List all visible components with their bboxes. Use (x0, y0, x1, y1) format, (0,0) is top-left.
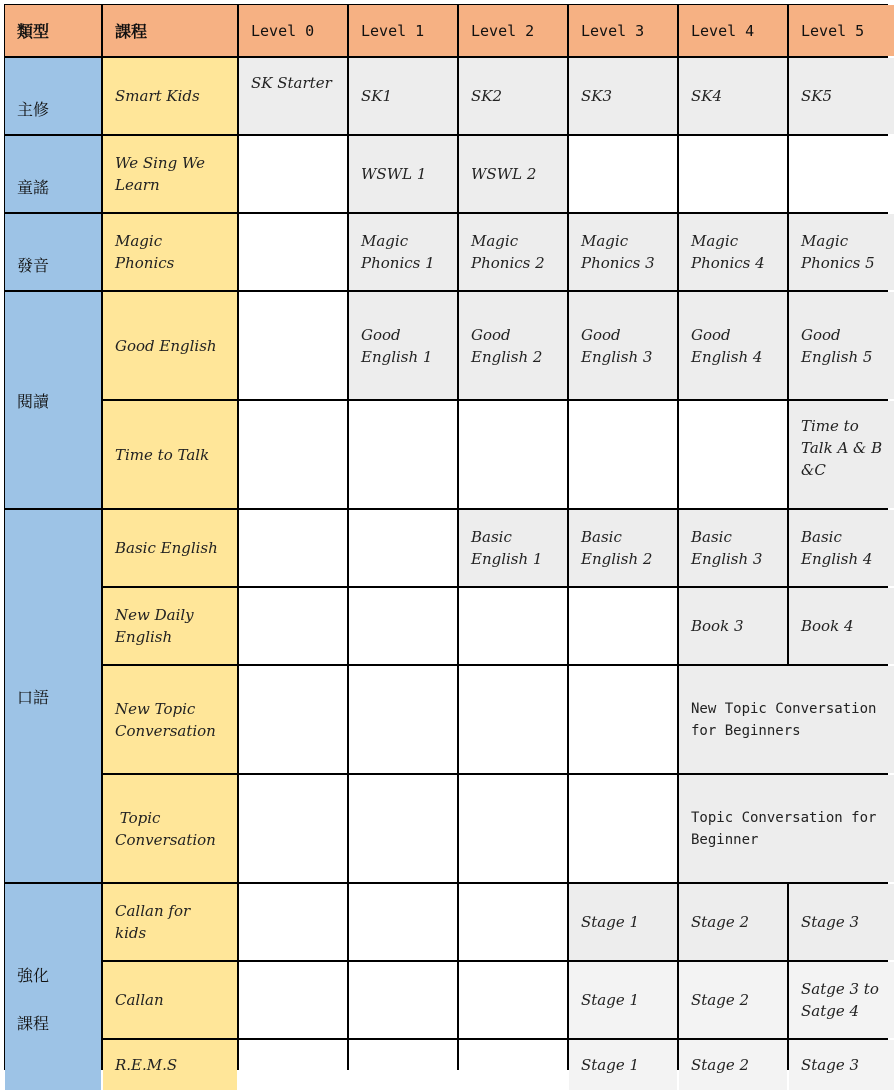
cell-mp-l4: Magic Phonics 4 (679, 214, 787, 290)
cell-sk-l5: SK5 (789, 58, 894, 134)
cell-ge-l1: Good English 1 (349, 292, 457, 399)
empty-cell (349, 510, 457, 586)
empty-cell (459, 1040, 567, 1090)
category-reading: 閱讀 (5, 292, 101, 508)
empty-cell (569, 401, 677, 508)
course-level-table (4, 4, 888, 1074)
category-main: 主修 (5, 58, 101, 134)
category-songs: 童謠 (5, 136, 101, 212)
cell-mp-l2: Magic Phonics 2 (459, 214, 567, 290)
cell-be-l5: Basic English 4 (789, 510, 894, 586)
course-smart-kids: Smart Kids (103, 58, 237, 134)
cell-nde-l5: Book 4 (789, 588, 894, 664)
header-level-2: Level 2 (459, 5, 567, 56)
cell-tc-l4-l5: Topic Conversation for Beginner (679, 775, 894, 882)
cell-ge-l4: Good English 4 (679, 292, 787, 399)
header-type: 類型 (5, 5, 101, 56)
empty-cell (349, 962, 457, 1038)
category-phonics: 發音 (5, 214, 101, 290)
header-course: 課程 (103, 5, 237, 56)
empty-cell (239, 510, 347, 586)
cell-ge-l3: Good English 3 (569, 292, 677, 399)
course-basic-english: Basic English (103, 510, 237, 586)
cell-callan-l4: Stage 2 (679, 962, 787, 1038)
empty-cell (459, 588, 567, 664)
empty-cell (459, 962, 567, 1038)
empty-cell (239, 588, 347, 664)
empty-cell (239, 962, 347, 1038)
cell-mp-l1: Magic Phonics 1 (349, 214, 457, 290)
empty-cell (349, 401, 457, 508)
cell-be-l2: Basic English 1 (459, 510, 567, 586)
cell-ttt-l5: Time to Talk A & B &C (789, 401, 894, 508)
cell-sk-l1: SK1 (349, 58, 457, 134)
category-intensive-line2: 課程 (17, 1014, 50, 1033)
category-speaking: 口語 (5, 510, 101, 882)
course-topic: Topic Conversation (103, 775, 237, 882)
empty-cell (349, 1040, 457, 1090)
empty-cell (349, 666, 457, 773)
header-level-3: Level 3 (569, 5, 677, 56)
header-level-0: Level 0 (239, 5, 347, 56)
empty-cell (569, 136, 677, 212)
cell-ck-l3: Stage 1 (569, 884, 677, 960)
empty-cell (679, 401, 787, 508)
header-level-1: Level 1 (349, 5, 457, 56)
course-good-english: Good English (103, 292, 237, 399)
cell-nde-l4: Book 3 (679, 588, 787, 664)
empty-cell (679, 136, 787, 212)
course-new-daily: New Daily English (103, 588, 237, 664)
course-rems: R.E.M.S (103, 1040, 237, 1090)
header-level-4: Level 4 (679, 5, 787, 56)
cell-mp-l3: Magic Phonics 3 (569, 214, 677, 290)
empty-cell (349, 775, 457, 882)
cell-ntc-l4-l5: New Topic Conversation for Beginners (679, 666, 894, 773)
cell-wswl-l1: WSWL 1 (349, 136, 457, 212)
course-time-to-talk: Time to Talk (103, 401, 237, 508)
empty-cell (459, 401, 567, 508)
cell-sk-l2: SK2 (459, 58, 567, 134)
cell-ck-l5: Stage 3 (789, 884, 894, 960)
empty-cell (349, 884, 457, 960)
empty-cell (459, 884, 567, 960)
cell-callan-l3: Stage 1 (569, 962, 677, 1038)
course-magic-phonics: Magic Phonics (103, 214, 237, 290)
cell-be-l4: Basic English 3 (679, 510, 787, 586)
category-intensive-line1: 強化 (17, 966, 50, 985)
header-level-5: Level 5 (789, 5, 894, 56)
empty-cell (239, 136, 347, 212)
cell-rems-l5: Stage 3 (789, 1040, 894, 1090)
cell-sk-l4: SK4 (679, 58, 787, 134)
empty-cell (239, 666, 347, 773)
empty-cell (459, 775, 567, 882)
empty-cell (239, 775, 347, 882)
cell-ge-l5: Good English 5 (789, 292, 894, 399)
cell-mp-l5: Magic Phonics 5 (789, 214, 894, 290)
empty-cell (239, 1040, 347, 1090)
course-callan-kids: Callan for kids (103, 884, 237, 960)
empty-cell (459, 666, 567, 773)
empty-cell (239, 292, 347, 399)
empty-cell (569, 666, 677, 773)
course-callan: Callan (103, 962, 237, 1038)
empty-cell (349, 588, 457, 664)
cell-ck-l4: Stage 2 (679, 884, 787, 960)
empty-cell (239, 214, 347, 290)
cell-wswl-l2: WSWL 2 (459, 136, 567, 212)
empty-cell (569, 588, 677, 664)
category-intensive (5, 884, 101, 1090)
cell-sk-l0: SK Starter (239, 58, 347, 134)
cell-callan-l5: Satge 3 to Satge 4 (789, 962, 894, 1038)
cell-ge-l2: Good English 2 (459, 292, 567, 399)
empty-cell (789, 136, 894, 212)
empty-cell (239, 401, 347, 508)
empty-cell (569, 775, 677, 882)
cell-sk-l3: SK3 (569, 58, 677, 134)
empty-cell (239, 884, 347, 960)
cell-be-l3: Basic English 2 (569, 510, 677, 586)
cell-rems-l4: Stage 2 (679, 1040, 787, 1090)
course-new-topic: New Topic Conversation (103, 666, 237, 773)
course-we-sing: We Sing We Learn (103, 136, 237, 212)
cell-rems-l3: Stage 1 (569, 1040, 677, 1090)
